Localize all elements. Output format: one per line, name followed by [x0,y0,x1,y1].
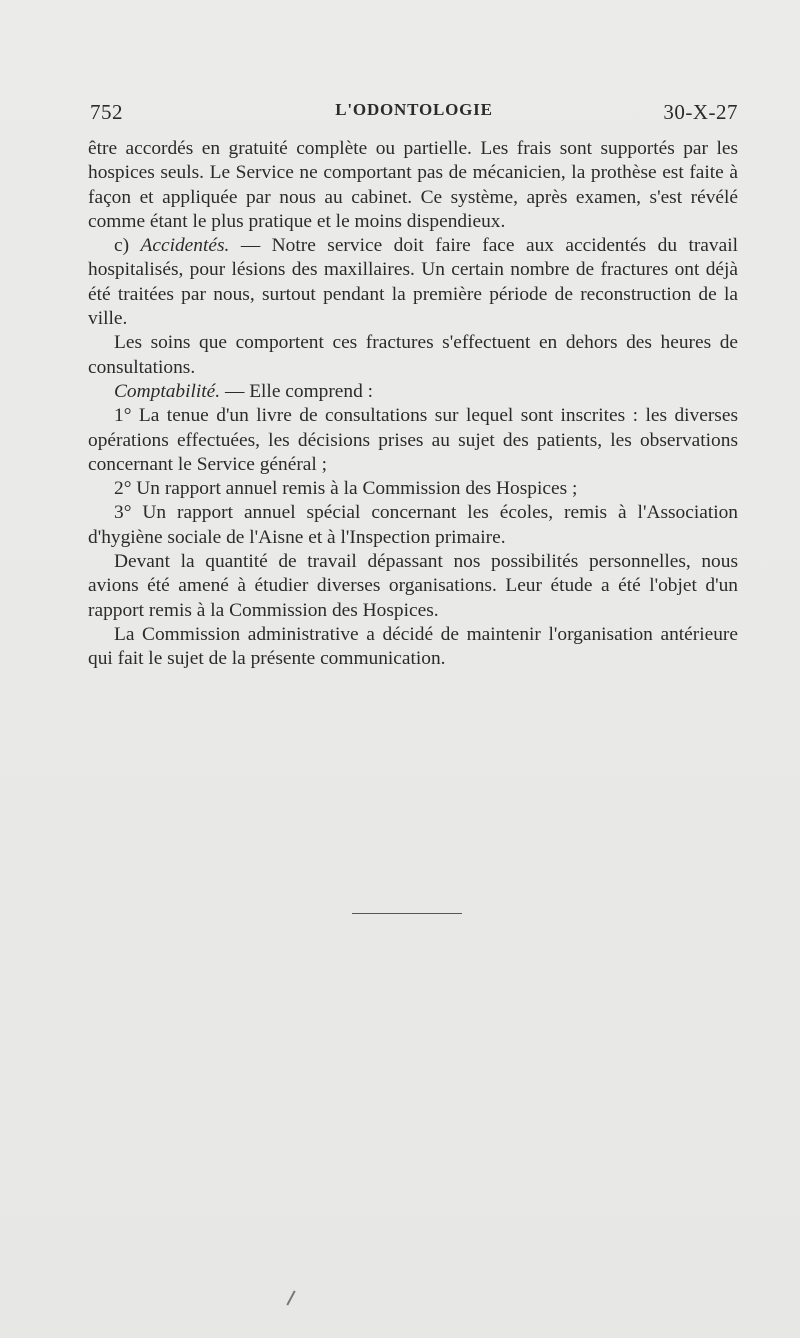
issue-date: 30-X-27 [663,100,738,124]
section-heading-accidents: Accidentés. [140,235,230,257]
paragraph-3: Les soins que comportent ces fractures s'effectuent en dehors des heures de consultations. [88,332,738,378]
paragraph-accidents [88,234,738,331]
paragraph-comptabilite [88,380,738,404]
list-item-2: 2° Un rapport annuel remis à la Commission des Hospices ; [114,478,578,500]
running-header [90,98,738,128]
page-number: 752 [90,100,123,124]
paragraph-comptabilite-text: — Elle comprend : [220,380,374,402]
list-item-3: 3° Un rapport annuel spécial concernant les écoles, remis à l'Association d'hygiène sociale de l'Aisne et à l'Inspection primaire. [88,502,738,548]
article-body [88,137,738,672]
paragraph-1: être accordés en gratuité complète ou partielle. Les frais sont supportés par les hospices seuls. Le Service ne comportant pas de mécanicien, la prothèse est faite à façon et appliquée par nous au cabinet. Ce système, après examen, s'est révélé comme étant le plus pratique et le moins dispendieux. [88,138,738,232]
list-item-1: 1° La tenue d'un livre de consultations sur lequel sont inscrites : les diverses opérations effectuées, les décisions prises au sujet des patients, les observations concernant le Service général ; [88,405,738,475]
journal-title: L'ODONTOLOGIE [335,100,493,119]
paragraph-accidents-text: — Notre service doit faire face aux accidentés du travail hospitalisés, pour lésions des maxillaires. Un certain nombre de fractures ont déjà été traitées par nous, surtout pendant la première période de reconstruction de la ville. [88,235,738,330]
pencil-mark [286,1290,295,1305]
paragraph-9: La Commission administrative a décidé de maintenir l'organisation antérieure qui fait le sujet de la présente communication. [88,623,738,670]
section-heading-comptabilite: Comptabilité. [114,380,221,402]
paragraph-8: Devant la quantité de travail dépassant nos possibilités personnelles, nous avions été amené à étudier diverses organisations. Leur étude a été l'objet d'un rapport remis à la Commission des Hospices. [88,551,738,621]
end-rule [352,913,462,914]
section-label: c) [114,235,141,257]
